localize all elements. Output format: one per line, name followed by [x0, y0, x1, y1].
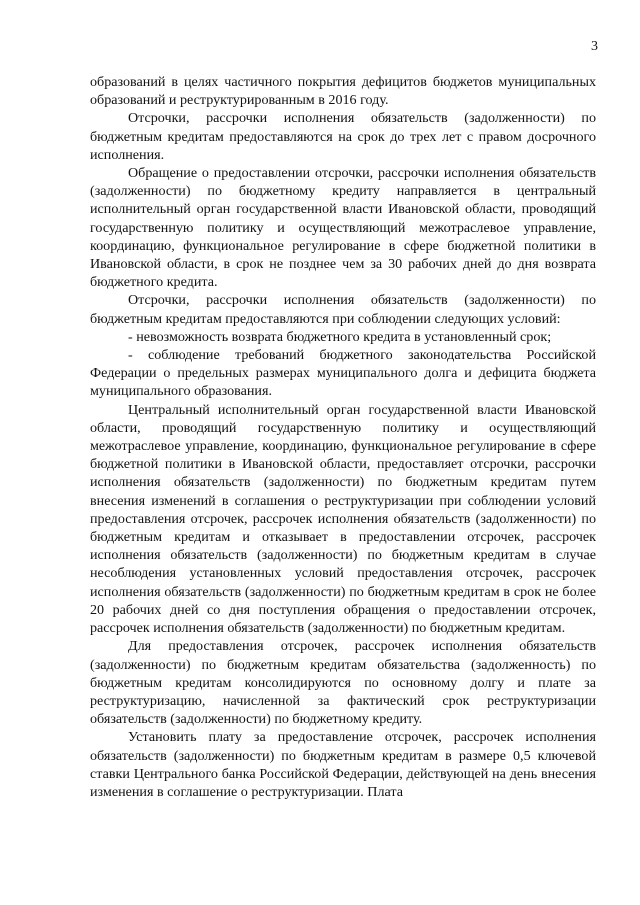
list-item-condition-2: - соблюдение требований бюджетного законодательства Российской Федерации о предельных размерах муниципального долга и дефицита бюджета муниципального образования.: [90, 347, 596, 400]
page-number: 3: [591, 39, 598, 54]
paragraph-continuation: образований в целях частичного покрытия дефицитов бюджетов муниципальных образований и реструктурированным в 2016 году.: [90, 74, 596, 109]
document-body: [90, 73, 596, 801]
paragraph-authority: Центральный исполнительный орган государственной власти Ивановской области, проводящий государственную политику и осуществляющий межотраслевое управление, координацию, функциональное регулирование в сфере бюджетной политики в Ивановской области, предоставляет отсрочки, рассрочки исполнения обязательств (задолженности) по бюджетным кредитам путем внесения изменений в соглашения о реструктуризации при соблюдении условий предоставления отсрочек, рассрочек исполнения обязательств (задолженности) по бюджетным кредитам и отказывает в предоставлении отсрочек, рассрочек исполнения обязательств (задолженности) по бюджетным кредитам в случае несоблюдения установленных условий предоставления отсрочек, рассрочек исполнения обязательств (задолженности) по бюджетным кредитам в срок не более 20 рабочих дней со дня поступления обращения о предоставлении отсрочек, рассрочек исполнения обязательств (задолженности) по бюджетным кредитам.: [90, 401, 596, 637]
paragraph-term: Отсрочки, рассрочки исполнения обязательств (задолженности) по бюджетным кредитам предоставляются на срок до трех лет с правом досрочного исполнения.: [90, 110, 596, 163]
paragraph-consolidation: Для предоставления отсрочек, рассрочек исполнения обязательств (задолженности) по бюджетным кредитам обязательства (задолженность) по бюджетным кредитам консолидируются по основному долгу и плате за реструктуризацию, начисленной за фактический срок реструктуризации обязательств (задолженности) по бюджетному кредиту.: [90, 638, 596, 728]
paragraph-application: Обращение о предоставлении отсрочки, рассрочки исполнения обязательств (задолженности) по бюджетному кредиту направляется в центральный исполнительный орган государственной власти Ивановской области, проводящий государственную политику и осуществляющий межотраслевое управление, координацию, функциональное регулирование в сфере бюджетной политики в Ивановской области, в срок не позднее чем за 30 рабочих дней до дня возврата бюджетного кредита.: [90, 165, 596, 291]
paragraph-conditions: Отсрочки, рассрочки исполнения обязательств (задолженности) по бюджетным кредитам предоставляются при соблюдении следующих условий:: [90, 292, 596, 327]
paragraph-fee: Установить плату за предоставление отсрочек, рассрочек исполнения обязательств (задолженности) по бюджетным кредитам в размере 0,5 ключевой ставки Центрального банка Российской Федерации, действующей на день внесения изменения в соглашение о реструктуризации. Плата: [90, 729, 596, 800]
list-item-condition-1: - невозможность возврата бюджетного кредита в установленный срок;: [128, 328, 552, 345]
